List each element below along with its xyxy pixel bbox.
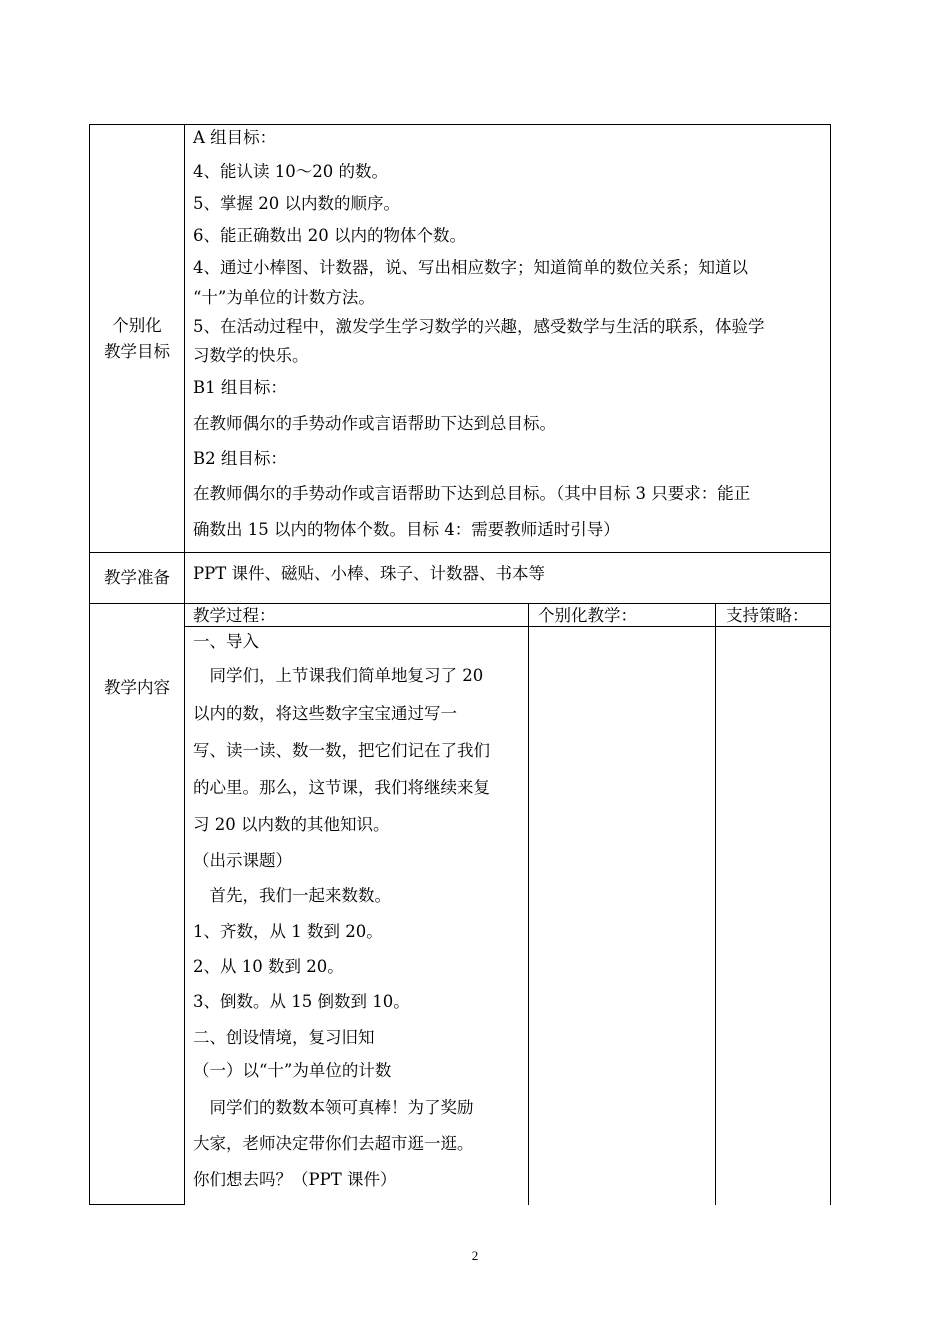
content-label: 教学内容 bbox=[104, 678, 170, 697]
page-number: 2 bbox=[471, 1248, 479, 1263]
process-column-divider bbox=[528, 603, 529, 1205]
objective-line: A 组目标： bbox=[193, 128, 277, 147]
preparation-label: 教学准备 bbox=[104, 568, 170, 587]
process-line: （出示课题） bbox=[193, 851, 292, 870]
process-line: 同学们的数数本领可真棒！为了奖励 bbox=[193, 1098, 474, 1117]
objectives-label-line1: 个别化 bbox=[112, 316, 162, 335]
process-line: 大家，老师决定带你们去超市逛一逛。 bbox=[193, 1134, 474, 1153]
process-line: 3、倒数。从 15 倒数到 10。 bbox=[193, 992, 410, 1011]
table-border-bottom-left bbox=[89, 1204, 185, 1205]
process-line: 习 20 以内数的其他知识。 bbox=[193, 815, 390, 834]
preparation-content: PPT 课件、磁贴、小棒、珠子、计数器、书本等 bbox=[193, 564, 545, 583]
objective-line: 5、在活动过程中，激发学生学习数学的兴趣，感受数学与生活的联系，体验学 bbox=[193, 317, 765, 336]
table-border-right bbox=[830, 124, 831, 1205]
process-line: 2、从 10 数到 20。 bbox=[193, 957, 344, 976]
column-header-process: 教学过程： bbox=[193, 606, 276, 625]
process-line: （一）以“十”为单位的计数 bbox=[193, 1061, 392, 1080]
objective-line: 4、能认读 10～20 的数。 bbox=[193, 162, 388, 181]
objectives-label-line2: 教学目标 bbox=[104, 342, 170, 361]
column-header-support: 支持策略： bbox=[726, 606, 809, 625]
header-divider-content bbox=[184, 626, 831, 627]
table-border-left bbox=[89, 124, 90, 1205]
objective-line: B2 组目标： bbox=[193, 449, 287, 468]
objective-line: B1 组目标： bbox=[193, 378, 287, 397]
objective-line: 4、通过小棒图、计数器，说、写出相应数字；知道简单的数位关系；知道以 bbox=[193, 258, 748, 277]
process-line: 二、创设情境，复习旧知 bbox=[193, 1028, 375, 1047]
process-line: 一、导入 bbox=[193, 632, 259, 651]
process-line: 的心里。那么，这节课，我们将继续来复 bbox=[193, 778, 490, 797]
table-border-top bbox=[89, 124, 831, 125]
objective-line: 6、能正确数出 20 以内的物体个数。 bbox=[193, 226, 466, 245]
process-line: 1、齐数，从 1 数到 20。 bbox=[193, 922, 383, 941]
objective-line: 在教师偶尔的手势动作或言语帮助下达到总目标。 bbox=[193, 414, 556, 433]
process-line: 你们想去吗？（PPT 课件） bbox=[193, 1170, 397, 1189]
process-line: 首先，我们一起来数数。 bbox=[193, 886, 391, 905]
row-divider-preparation bbox=[89, 603, 831, 604]
objective-line: 确数出 15 以内的物体个数。目标 4：需要教师适时引导） bbox=[193, 520, 620, 539]
process-line: 写、读一读、数一数，把它们记在了我们 bbox=[193, 741, 490, 760]
label-column-divider bbox=[184, 124, 185, 1205]
row-divider-objectives bbox=[89, 552, 831, 553]
objective-line: 习数学的快乐。 bbox=[193, 346, 309, 365]
column-header-individual: 个别化教学： bbox=[538, 606, 637, 625]
objective-line: “十”为单位的计数方法。 bbox=[193, 288, 375, 307]
process-line: 以内的数，将这些数字宝宝通过写一 bbox=[193, 704, 457, 723]
objective-line: 在教师偶尔的手势动作或言语帮助下达到总目标。（其中目标 3 只要求：能正 bbox=[193, 484, 751, 503]
individual-column-divider bbox=[715, 603, 716, 1205]
objective-line: 5、掌握 20 以内数的顺序。 bbox=[193, 194, 400, 213]
objectives-label bbox=[89, 313, 185, 365]
process-line: 同学们，上节课我们简单地复习了 20 bbox=[193, 666, 484, 685]
